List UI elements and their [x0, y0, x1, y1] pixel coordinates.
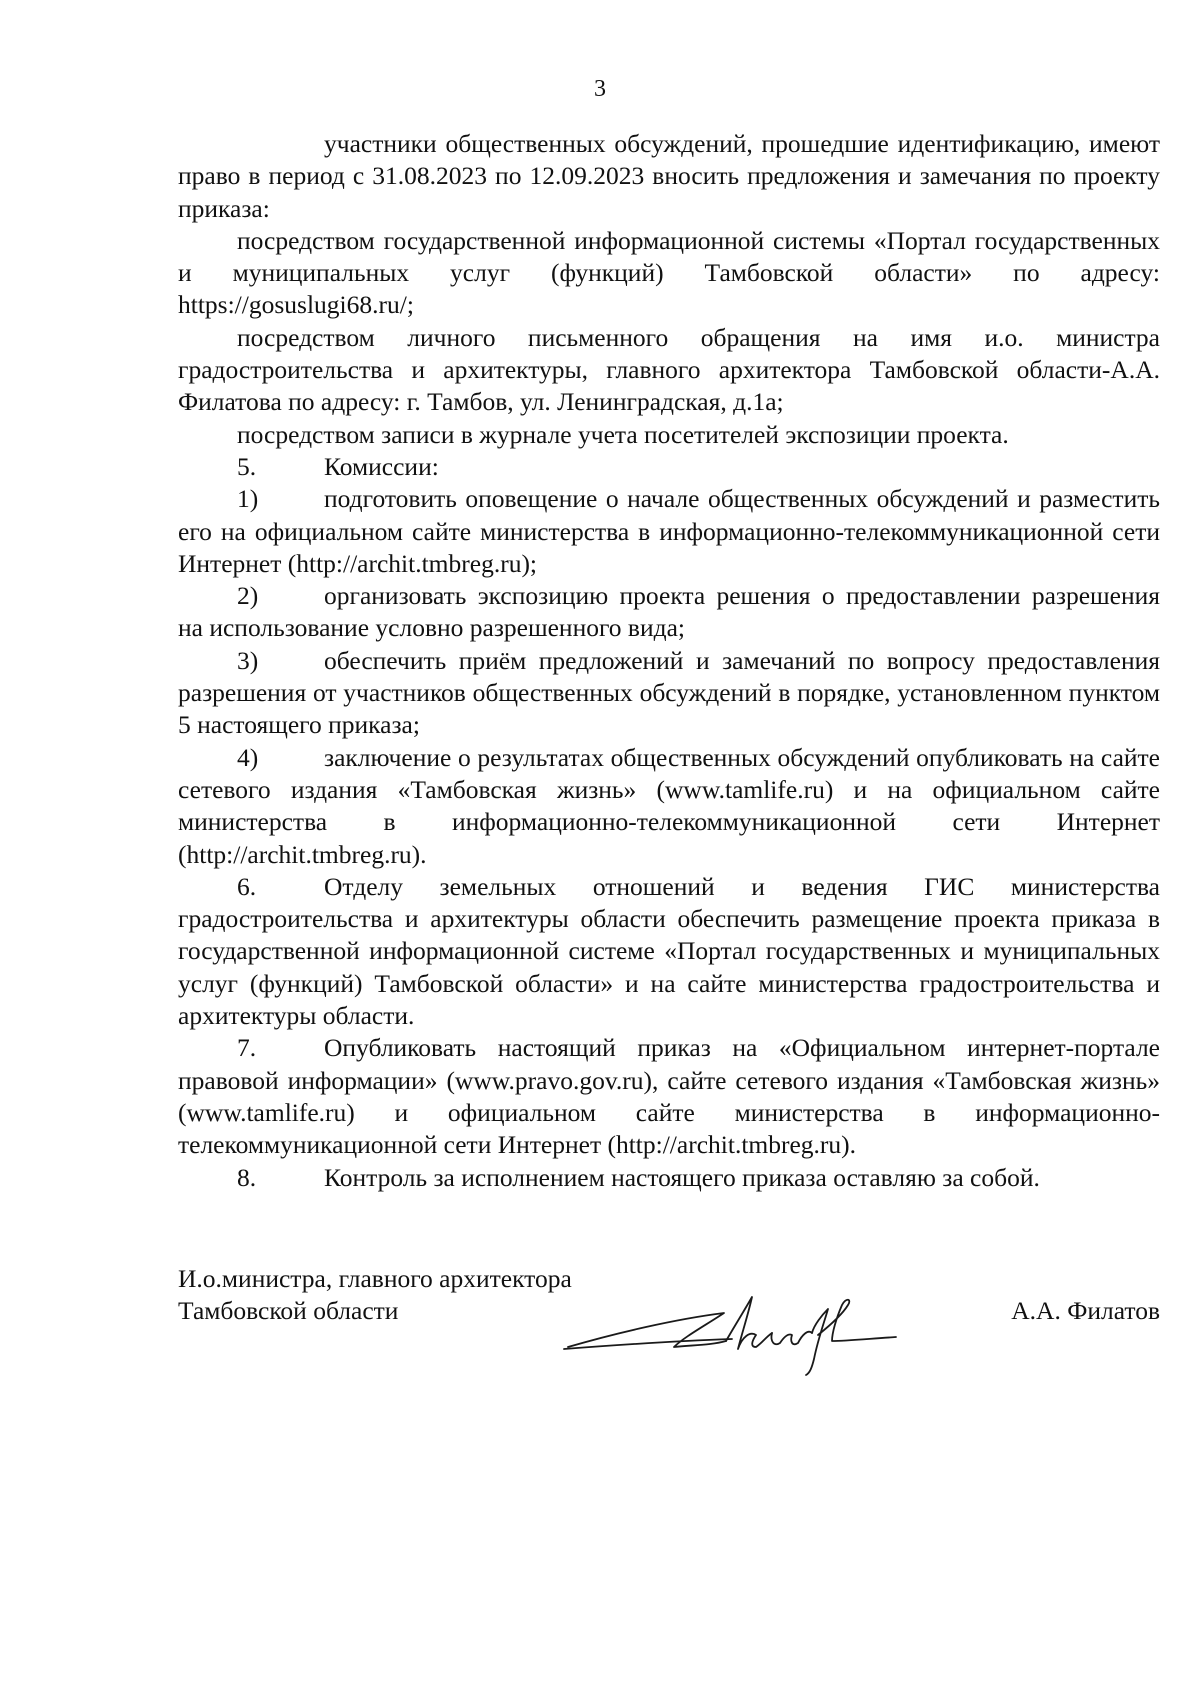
paragraph [178, 225, 1160, 322]
paragraph-text: организовать экспозицию проекта решения о предоставлении разрешения на использование условно разрешенного вида; [178, 581, 1160, 643]
page-number: 3 [594, 76, 606, 102]
paragraph-number: 8. [237, 1162, 257, 1192]
paragraph [178, 1162, 1160, 1194]
paragraph-number: 7. [237, 1033, 257, 1063]
paragraph [178, 580, 1160, 645]
paragraph-text: участники общественных обсуждений, прошедшие идентификацию, имеют право в период с 31.08.2023 по 12.09.2023 вносить предложения и замечания по проекту приказа: [178, 129, 1160, 223]
paragraph [178, 871, 1160, 1032]
signature-block [178, 1263, 1160, 1383]
paragraph [178, 451, 1160, 483]
paragraph [178, 419, 1160, 451]
paragraph-number: 1) [237, 484, 259, 514]
paragraph [178, 128, 1160, 225]
paragraph-text: Отделу земельных отношений и ведения ГИС министерства градостроительства и архитектуры области обеспечить размещение проекта приказа в государственной информационной системе «Портал государственных и муниципальных услуг (функций) Тамбовской области» и на сайте министерства градостроительства и архитектуры области. [178, 871, 1160, 1031]
paragraph-text: подготовить оповещение о начале общественных обсуждений и разместить его на официальном сайте министерства в информационно-телекоммуникационной сети Интернет (http://archit.tmbreg.ru); [178, 484, 1160, 578]
signatory-title [178, 1263, 572, 1327]
paragraph-text: Опубликовать настоящий приказ на «Официальном интернет-портале правовой информации» (www.pravo.gov.ru), сайте сетевого издания «Тамбовская жизнь» (www.tamlife.ru) и официальном сайте министерства в информационно-телекоммуникационной сети Интернет (http://archit.tmbreg.ru). [178, 1033, 1160, 1160]
paragraph-number: 6. [237, 871, 257, 901]
paragraph-text: заключение о результатах общественных обсуждений опубликовать на сайте сетевого издания «Тамбовская жизнь» (www.tamlife.ru) и на официальном сайте министерства в информационно-телекоммуникационной сети Интернет (http://archit.tmbreg.ru). [178, 742, 1160, 869]
paragraph [178, 322, 1160, 419]
signatory-title-line: И.о.министра, главного архитектора [178, 1264, 572, 1293]
paragraph-number: 2) [237, 581, 259, 611]
paragraph [178, 1032, 1160, 1161]
paragraph-number: 3) [237, 645, 259, 675]
paragraph-number: 5. [237, 451, 257, 481]
paragraph-text: посредством записи в журнале учета посетителей экспозиции проекта. [237, 419, 1009, 449]
paragraph [178, 645, 1160, 742]
paragraph-text: Комиссии: [324, 451, 439, 481]
paragraph [178, 742, 1160, 871]
paragraph-text: посредством личного письменного обращения на имя и.о. министра градостроительства и архитектуры, главного архитектора Тамбовской области-А.А. Филатова по адресу: г. Тамбов, ул. Ленинградская, д.1а; [178, 322, 1160, 417]
paragraph-text: посредством государственной информационной системы «Портал государственных и муниципальных услуг (функций) Тамбовской области» по адресу: https://gosuslugi68.ru/; [178, 225, 1160, 320]
paragraph-number: 4) [237, 742, 259, 772]
paragraph [178, 483, 1160, 580]
document-body [178, 128, 1160, 1194]
paragraph-text: обеспечить приём предложений и замечаний по вопросу предоставления разрешения от участников общественных обсуждений в порядке, установленном пунктом 5 настоящего приказа; [178, 645, 1160, 740]
signatory-name: А.А. Филатов [1011, 1296, 1160, 1325]
signatory-title-line: Тамбовской области [178, 1296, 399, 1325]
handwritten-signature [556, 1275, 936, 1385]
paragraph-text: Контроль за исполнением настоящего приказа оставляю за собой. [324, 1162, 1040, 1192]
